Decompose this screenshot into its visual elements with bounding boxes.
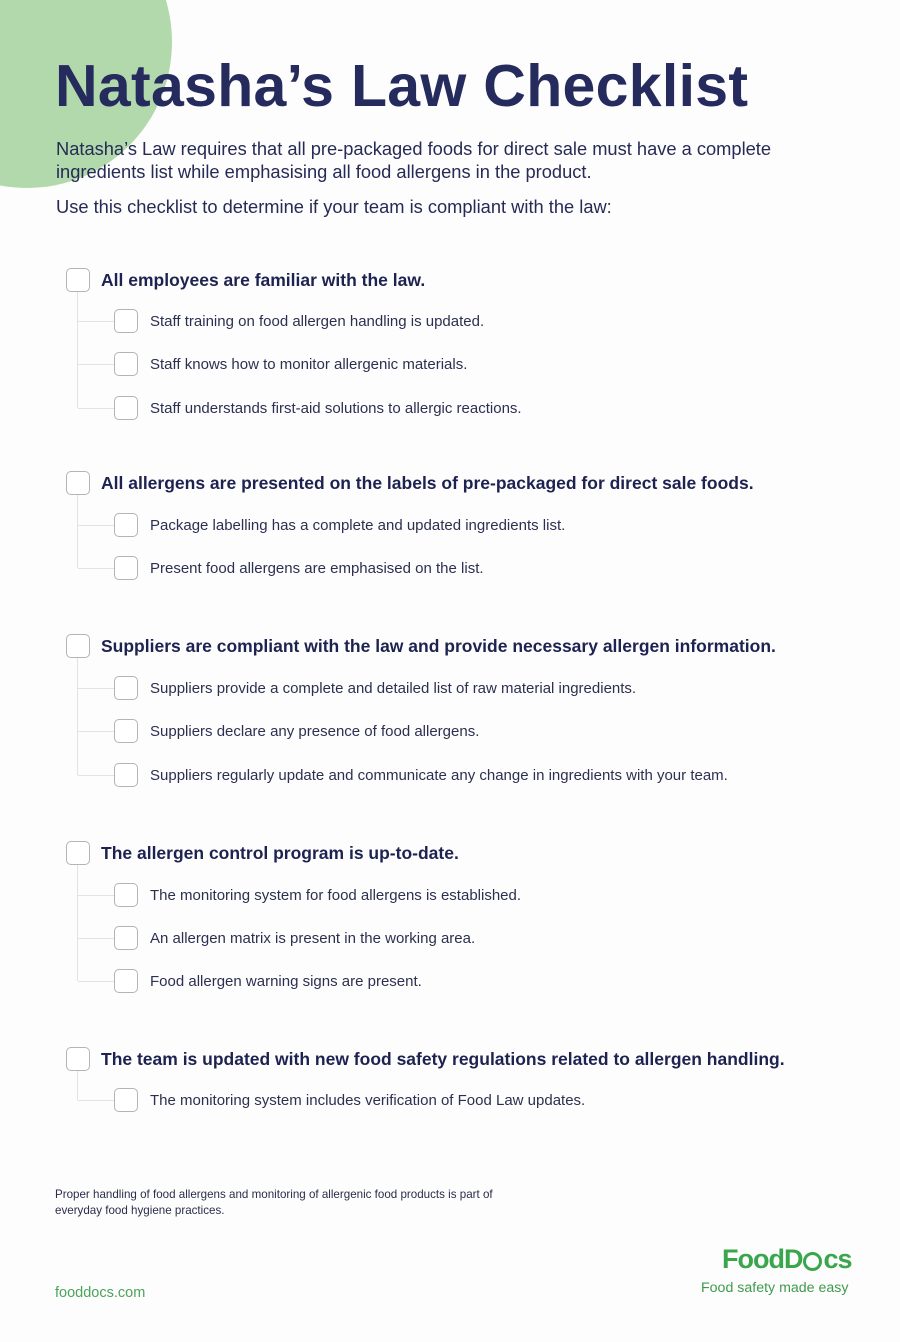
checkbox[interactable] [66,1047,90,1071]
checkbox[interactable] [114,352,138,376]
child-item[interactable] [78,396,522,420]
parent-item-label: All employees are familiar with the law. [101,269,426,290]
checkbox[interactable] [114,969,138,993]
child-item-label: Package labelling has a complete and updated ingredients list. [150,516,566,534]
tree-branch [78,321,114,322]
logo-check-o-icon [803,1252,822,1271]
parent-item-label: All allergens are presented on the labels of pre-packaged for direct sale foods. [101,472,754,493]
page-title: Natasha’s Law Checklist [55,53,749,119]
tree-branch [78,775,114,776]
tree-branch [78,895,114,896]
checkbox[interactable] [114,556,138,580]
child-item-label: Present food allergens are emphasised on the list. [150,559,484,577]
child-item[interactable] [78,309,484,333]
child-item[interactable] [78,969,422,993]
child-item[interactable] [78,883,521,907]
child-item[interactable] [78,676,636,700]
parent-item[interactable] [66,841,459,865]
child-item[interactable] [78,513,565,537]
parent-item[interactable] [66,471,754,495]
child-item[interactable] [78,556,484,580]
parent-item[interactable] [66,1047,785,1071]
logo-text-left: FoodD [722,1244,803,1274]
tree-branch [78,688,114,689]
child-item[interactable] [78,926,475,950]
tree-branch [78,938,114,939]
footer-note: Proper handling of food allergens and monitoring of allergenic food products is part of everyday food hygiene practices. [55,1188,493,1217]
child-item-label: Suppliers regularly update and communicate any change in ingredients with your team. [150,766,728,784]
checkbox[interactable] [66,268,90,292]
tree-branch [78,731,114,732]
checkbox[interactable] [114,676,138,700]
child-item[interactable] [78,719,479,743]
parent-item-label: The allergen control program is up-to-date. [101,842,459,863]
child-item-label: Staff training on food allergen handling is updated. [150,312,485,330]
child-item[interactable] [78,763,728,787]
checkbox[interactable] [114,719,138,743]
parent-item[interactable] [66,268,425,292]
child-item-label: Suppliers declare any presence of food allergens. [150,722,480,740]
checkbox[interactable] [114,883,138,907]
tree-branch [78,408,114,409]
checkbox[interactable] [114,396,138,420]
tree-branch [78,364,114,365]
parent-item[interactable] [66,634,776,658]
tree-branch [78,981,114,982]
child-item[interactable] [78,1088,585,1112]
tree-branch [78,1100,114,1101]
checkbox[interactable] [114,513,138,537]
child-item-label: Food allergen warning signs are present. [150,972,422,990]
child-item-label: Suppliers provide a complete and detailed list of raw material ingredients. [150,679,637,697]
checkbox[interactable] [114,309,138,333]
logo-tagline: Food safety made easy [701,1280,849,1296]
parent-item-label: The team is updated with new food safety regulations related to allergen handling. [101,1048,785,1069]
website-link[interactable]: fooddocs.com [55,1285,146,1301]
child-item-label: Staff knows how to monitor allergenic materials. [150,355,468,373]
child-item-label: Staff understands first-aid solutions to allergic reactions. [150,399,522,417]
checkbox[interactable] [66,841,90,865]
intro-paragraph: Natasha’s Law requires that all pre-packaged foods for direct sale must have a complete ingredients list while emphasising all food allergens in the product. [56,138,772,182]
checkbox[interactable] [114,926,138,950]
logo-text-right: cs [823,1244,852,1274]
child-item[interactable] [78,352,467,376]
child-item-label: The monitoring system includes verification of Food Law updates. [150,1091,586,1109]
checkbox[interactable] [114,763,138,787]
fooddocs-logo [722,1244,852,1275]
checkbox[interactable] [66,634,90,658]
checkbox[interactable] [66,471,90,495]
tree-branch [78,568,114,569]
instruction-text: Use this checklist to determine if your team is compliant with the law: [56,196,612,217]
child-item-label: An allergen matrix is present in the working area. [150,929,476,947]
tree-branch [78,525,114,526]
checkbox[interactable] [114,1088,138,1112]
child-item-label: The monitoring system for food allergens is established. [150,886,522,904]
parent-item-label: Suppliers are compliant with the law and provide necessary allergen information. [101,635,776,656]
